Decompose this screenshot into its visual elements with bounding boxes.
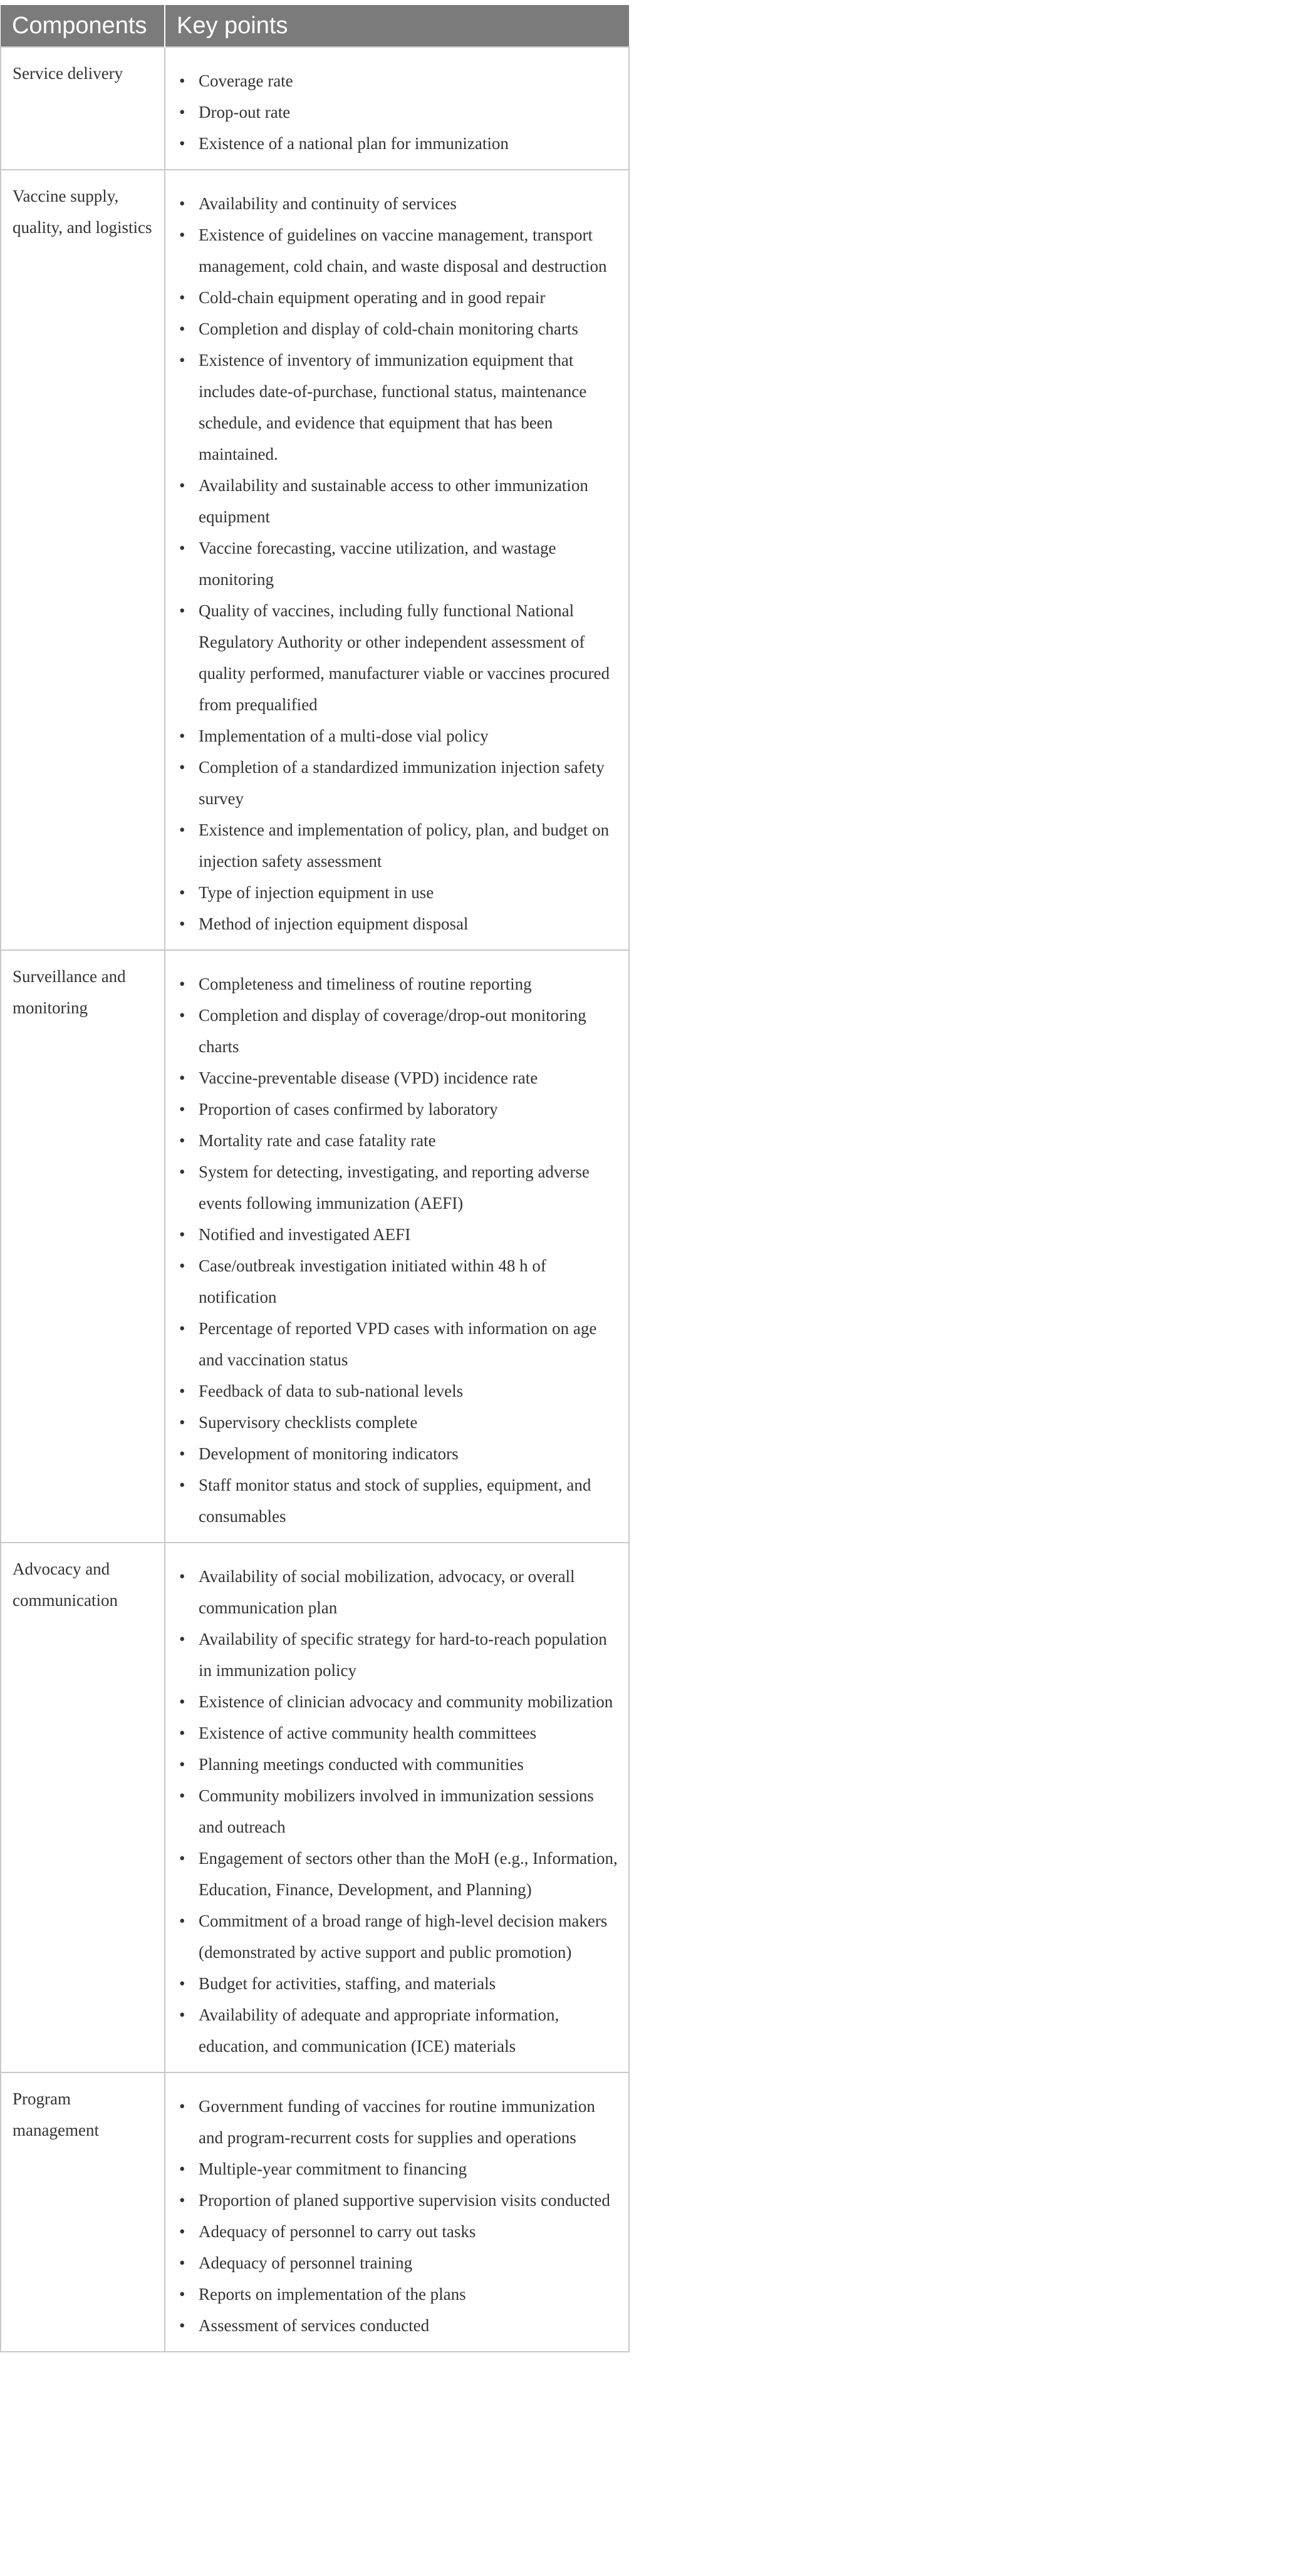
list-item: • Completion and display of coverage/drop-out monitoring charts (165, 1000, 618, 1062)
list-item: • Reports on implementation of the plans (165, 2279, 618, 2310)
list-item: • Feedback of data to sub-national levels (165, 1375, 618, 1407)
list-item: • Completion of a standardized immunization injection safety survey (165, 752, 618, 814)
list-item: • Staff monitor status and stock of supplies, equipment, and consumables (165, 1469, 618, 1532)
list-item: • Adequacy of personnel to carry out tasks (165, 2216, 618, 2247)
list-item: • Vaccine-preventable disease (VPD) incidence rate (165, 1062, 618, 1094)
table-body (1, 47, 629, 2352)
table-row (1, 170, 629, 950)
table-row (1, 1543, 629, 2072)
list-item: • Existence of guidelines on vaccine management, transport management, cold chain, and waste disposal and destruction (165, 219, 618, 282)
table-row (1, 950, 629, 1543)
list-item: • Planning meetings conducted with communities (165, 1749, 618, 1780)
list-item: • Government funding of vaccines for routine immunization and program-recurrent costs for supplies and operations (165, 2091, 618, 2153)
key-points-list (165, 48, 618, 159)
header-components: Components (1, 5, 165, 47)
list-item: • Availability and continuity of services (165, 188, 618, 219)
key-points-cell (165, 170, 629, 950)
list-item: • Type of injection equipment in use (165, 877, 618, 908)
list-item: • Availability and sustainable access to other immunization equipment (165, 470, 618, 532)
component-cell: Surveillance and monitoring (1, 950, 165, 1543)
table-row (1, 47, 629, 170)
list-item: • Availability of specific strategy for hard-to-reach population in immunization policy (165, 1623, 618, 1686)
key-points-list (165, 951, 618, 1532)
list-item: • Implementation of a multi-dose vial policy (165, 720, 618, 752)
list-item: • Assessment of services conducted (165, 2310, 618, 2341)
list-item: • Development of monitoring indicators (165, 1438, 618, 1469)
key-points-cell (165, 47, 629, 170)
list-item: • Budget for activities, staffing, and materials (165, 1968, 618, 1999)
list-item: • Multiple-year commitment to financing (165, 2153, 618, 2185)
list-item: • Adequacy of personnel training (165, 2247, 618, 2279)
list-item: • Completion and display of cold-chain monitoring charts (165, 313, 618, 344)
list-item: • Availability of adequate and appropriate information, education, and communication (ICE) materials (165, 1999, 618, 2062)
list-item: • Vaccine forecasting, vaccine utilization, and wastage monitoring (165, 532, 618, 595)
list-item: • Existence and implementation of policy, plan, and budget on injection safety assessment (165, 814, 618, 877)
table-row (1, 2072, 629, 2352)
list-item: • Community mobilizers involved in immunization sessions and outreach (165, 1780, 618, 1843)
header-key-points: Key points (165, 5, 629, 47)
key-points-cell (165, 2072, 629, 2352)
component-cell: Program management (1, 2072, 165, 2352)
component-cell: Service delivery (1, 47, 165, 170)
key-points-list (165, 2073, 618, 2341)
list-item: • Method of injection equipment disposal (165, 908, 618, 939)
key-points-list (165, 170, 618, 939)
list-item: • Notified and investigated AEFI (165, 1219, 618, 1250)
list-item: • Mortality rate and case fatality rate (165, 1125, 618, 1156)
list-item: • Completeness and timeliness of routine reporting (165, 968, 618, 1000)
key-points-cell (165, 950, 629, 1543)
list-item: • Existence of a national plan for immunization (165, 128, 618, 159)
list-item: • Proportion of planed supportive supervision visits conducted (165, 2185, 618, 2216)
key-points-list (165, 1543, 618, 2062)
list-item: • System for detecting, investigating, and reporting adverse events following immunization (AEFI) (165, 1156, 618, 1219)
components-table (0, 5, 630, 2352)
key-points-cell (165, 1543, 629, 2072)
list-item: • Quality of vaccines, including fully functional National Regulatory Authority or other independent assessment of quality performed, manufacturer viable or vaccines procured from prequalified (165, 595, 618, 720)
list-item: • Supervisory checklists complete (165, 1407, 618, 1438)
list-item: • Percentage of reported VPD cases with information on age and vaccination status (165, 1313, 618, 1375)
header-row (1, 5, 629, 47)
component-cell: Vaccine supply, quality, and logistics (1, 170, 165, 950)
list-item: • Commitment of a broad range of high-level decision makers (demonstrated by active support and public promotion) (165, 1905, 618, 1968)
list-item: • Proportion of cases confirmed by laboratory (165, 1094, 618, 1125)
list-item: • Existence of inventory of immunization equipment that includes date-of-purchase, functional status, maintenance schedule, and evidence that equipment that has been maintained. (165, 344, 618, 470)
list-item: • Existence of active community health committees (165, 1717, 618, 1749)
list-item: • Engagement of sectors other than the MoH (e.g., Information, Education, Finance, Development, and Planning) (165, 1843, 618, 1905)
list-item: • Cold-chain equipment operating and in good repair (165, 282, 618, 313)
list-item: • Availability of social mobilization, advocacy, or overall communication plan (165, 1561, 618, 1623)
table-header (1, 5, 629, 47)
list-item: • Case/outbreak investigation initiated within 48 h of notification (165, 1250, 618, 1313)
list-item: • Drop-out rate (165, 96, 618, 128)
component-cell: Advocacy and communication (1, 1543, 165, 2072)
list-item: • Coverage rate (165, 65, 618, 96)
list-item: • Existence of clinician advocacy and community mobilization (165, 1686, 618, 1717)
